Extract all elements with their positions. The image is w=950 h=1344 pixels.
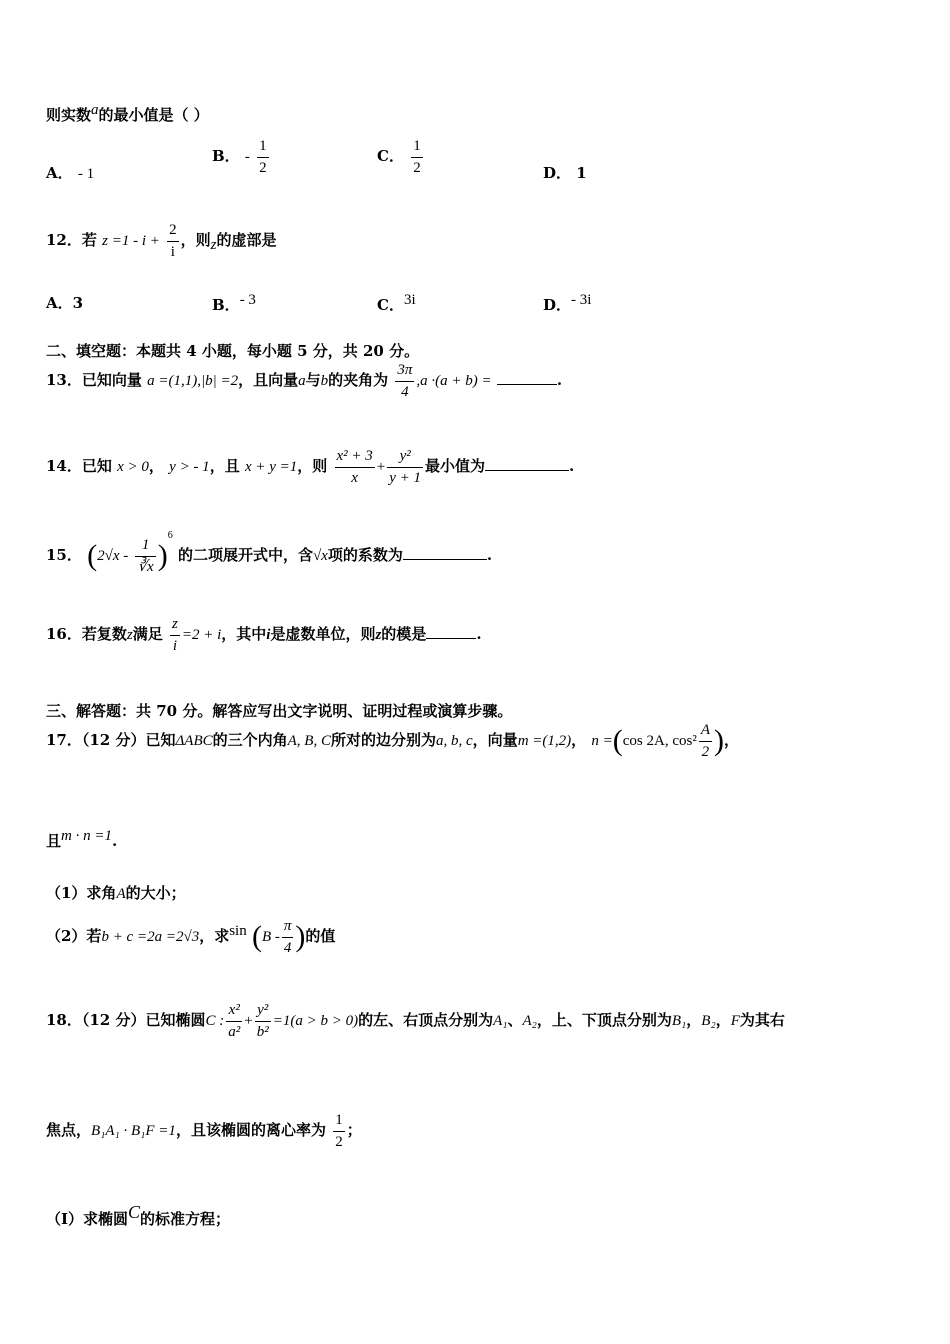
q18-fraction-1: $\frac{\text{x²}}{\text{a²}}$ xyxy=(228,1002,241,1040)
q11-option-a[interactable]: A． - 1 xyxy=(46,164,95,182)
q15-right-paren: ) xyxy=(157,539,168,572)
q12-fraction: $\frac{2}{i}$ xyxy=(169,222,177,260)
q12-option-c[interactable]: C．$^{3i}$ xyxy=(377,292,416,314)
q11-option-c-fraction: $\frac{1}{2}$ xyxy=(413,138,421,176)
q12-option-a[interactable]: A．3 xyxy=(46,294,84,312)
q11-stem: 则实数$^a$的最小值是（ ） xyxy=(46,102,209,124)
section-3-header: 三、解答题：共 70 分。解答应写出文字说明、证明过程或演算步骤。 xyxy=(46,702,513,720)
q17-pi-fraction: $\frac{\pi}{4}$ xyxy=(283,918,292,956)
q14-fraction-2: $\frac{\text{y²}}{y + 1}$ xyxy=(389,448,422,486)
q13-angle-fraction: $\frac{3\pi}{4}$ xyxy=(397,362,413,400)
q17-part-2: （2）若b + c =2a =2√3，求$^{sin}$ (B - $\frac{\pi}{4}$ )的值 xyxy=(46,918,336,956)
q16-fraction: $\frac{z}{i}$ xyxy=(171,616,178,654)
q17-part-1: （1）求角A的大小； xyxy=(46,884,186,902)
q18-stem: 18．（12 分）已知椭圆C : $\frac{\text{x²}}{\text{a²}}$ + $\frac{\text{y²}}{\text{b²}}$ =1(a > b > 0)的左、右顶点分别为A₁、A₂，上、下顶点分别为B₁，B₂，F为其右 xyxy=(46,1002,785,1040)
q15-answer-blank[interactable] xyxy=(403,545,487,560)
q15-fraction: $\frac{1}{∛x}$ xyxy=(137,537,154,575)
q11-option-b[interactable]: B． - $\frac{1}{2}$ xyxy=(212,138,267,176)
q17-n-fraction: $\frac{A}{2}$ xyxy=(700,722,711,760)
q12-option-d[interactable]: D．$^{- 3i}$ xyxy=(543,292,592,314)
q11-option-b-fraction: $\frac{1}{2}$ xyxy=(259,138,267,176)
q16-stem: 16．若复数z满足 $\frac{z}{i}$ =2 + i，其中i是虚数单位，则z的模是 . xyxy=(46,616,482,654)
q14-answer-blank[interactable] xyxy=(485,456,569,471)
q13-stem: 13．已知向量 a =(1,1),|b| =2，且向量a与b的夹角为 $\frac{3\pi}{4}$ ,a ·(a + b) = . xyxy=(46,362,563,400)
q11-option-d[interactable]: D． 1 xyxy=(543,164,587,182)
q14-fraction-1: $\frac{\text{x² + 3}}{x}$ xyxy=(336,448,373,486)
q17-condition: 且$^{m \cdot n =1}$. xyxy=(46,828,118,850)
q16-answer-blank[interactable] xyxy=(426,624,476,639)
q13-answer-blank[interactable] xyxy=(497,370,557,385)
q15-left-paren: ( xyxy=(87,539,98,572)
q12-option-b[interactable]: B．$^{- 3}$ xyxy=(212,292,256,314)
q18-part-1: （Ⅰ）求椭圆$^C$的标准方程； xyxy=(46,1202,231,1228)
q18-fraction-2: $\frac{\text{y²}}{\text{b²}}$ xyxy=(256,1002,269,1040)
section-2-header: 二、填空题：本题共 4 小题，每小题 5 分，共 20 分。 xyxy=(46,342,420,360)
q18-condition: 焦点，B₁A₁ · B₁F =1，且该椭圆的离心率为 $\frac{1}{2}$ ； xyxy=(46,1112,362,1150)
q11-option-c[interactable]: C． $\frac{1}{2}$ xyxy=(377,138,421,176)
q12-stem: 12．若 z =1 - i + $\frac{2}{i}$ ，则$_z$的虚部是 xyxy=(46,222,277,260)
q18-eccentricity-fraction: $\frac{1}{2}$ xyxy=(335,1112,343,1150)
q14-stem: 14．已知 x > 0， y > - 1，且 x + y =1，则 $\frac{\text{x² + 3}}{x}$ + $\frac{\text{y²}}{y + 1}$ 最小值为 . xyxy=(46,448,575,486)
q15-stem: 15． (2√x - $\frac{1}{∛x}$ )$^6$ 的二项展开式中，含√x项的系数为 . xyxy=(46,530,493,575)
q17-stem: 17．（12 分）已知ΔABC的三个内角A, B, C所对的边分别为a, b, c，向量m =(1,2)， n =(cos 2A, cos² $\frac{A}{2}$ )， xyxy=(46,722,740,760)
